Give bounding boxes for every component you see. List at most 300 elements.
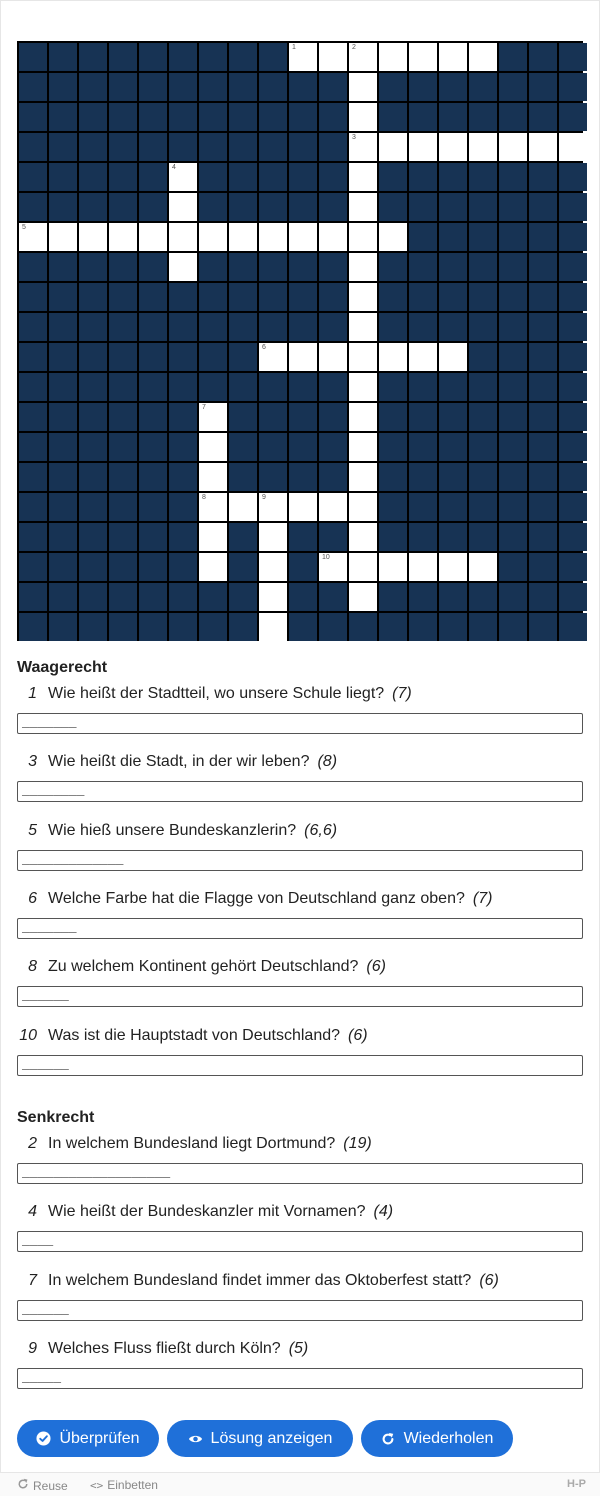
crossword-cell[interactable] xyxy=(169,193,197,221)
crossword-cell[interactable] xyxy=(349,193,377,221)
blocked-cell xyxy=(259,103,287,131)
blocked-cell xyxy=(469,73,497,101)
blocked-cell xyxy=(109,523,137,551)
blocked-cell xyxy=(559,43,587,71)
crossword-cell[interactable] xyxy=(349,163,377,191)
blocked-cell xyxy=(169,523,197,551)
blocked-cell xyxy=(409,163,437,191)
blocked-cell xyxy=(559,253,587,281)
blocked-cell xyxy=(499,343,527,371)
blocked-cell xyxy=(559,283,587,311)
clue-length: (6,6) xyxy=(304,822,338,839)
blocked-cell xyxy=(469,613,497,641)
blocked-cell xyxy=(469,433,497,461)
crossword-cell[interactable] xyxy=(319,553,347,581)
blocked-cell xyxy=(79,283,107,311)
blocked-cell xyxy=(199,283,227,311)
blocked-cell xyxy=(49,343,77,371)
blocked-cell xyxy=(529,43,557,71)
crossword-cell[interactable] xyxy=(379,43,407,71)
blocked-cell xyxy=(499,403,527,431)
clue-text: In welchem Bundesland findet immer das Oktoberfest statt? xyxy=(48,1272,472,1289)
answer-input[interactable]: ____ xyxy=(17,1231,583,1252)
blocked-cell xyxy=(289,163,317,191)
blocked-cell xyxy=(109,493,137,521)
blocked-cell xyxy=(529,223,557,251)
crossword-cell[interactable] xyxy=(379,133,407,161)
blocked-cell xyxy=(19,103,47,131)
blocked-cell xyxy=(319,583,347,611)
clue-number: 9 xyxy=(28,1340,37,1357)
crossword-cell[interactable] xyxy=(349,343,377,371)
blocked-cell xyxy=(259,373,287,401)
clue-across-1 xyxy=(17,683,583,734)
across-title: Waagerecht xyxy=(17,659,108,676)
blocked-cell xyxy=(169,103,197,131)
crossword-cell[interactable] xyxy=(109,223,137,251)
blocked-cell xyxy=(109,253,137,281)
blocked-cell xyxy=(229,103,257,131)
retry-button[interactable] xyxy=(361,1420,513,1457)
blocked-cell xyxy=(529,253,557,281)
blocked-cell xyxy=(49,253,77,281)
crossword-cell[interactable] xyxy=(319,493,347,521)
crossword-cell[interactable] xyxy=(349,73,377,101)
blocked-cell xyxy=(169,43,197,71)
blocked-cell xyxy=(139,583,167,611)
crossword-cell[interactable] xyxy=(259,553,287,581)
cell-number: 4 xyxy=(172,164,176,171)
blocked-cell xyxy=(229,463,257,491)
blocked-cell xyxy=(19,133,47,161)
blocked-cell xyxy=(469,283,497,311)
crossword-cell[interactable] xyxy=(229,223,257,251)
clue-text: Was ist die Hauptstadt von Deutschland? xyxy=(48,1027,341,1044)
blocked-cell xyxy=(199,583,227,611)
clue-across-8 xyxy=(17,956,583,1007)
crossword-cell[interactable] xyxy=(439,343,467,371)
blocked-cell xyxy=(259,133,287,161)
crossword-cell[interactable] xyxy=(499,133,527,161)
crossword-cell[interactable] xyxy=(319,223,347,251)
blocked-cell xyxy=(469,523,497,551)
crossword-cell[interactable] xyxy=(169,223,197,251)
blocked-cell xyxy=(529,433,557,461)
blocked-cell xyxy=(49,583,77,611)
crossword-cell[interactable] xyxy=(199,433,227,461)
blocked-cell xyxy=(559,403,587,431)
blocked-cell xyxy=(469,313,497,341)
crossword-cell[interactable] xyxy=(379,343,407,371)
blocked-cell xyxy=(49,103,77,131)
blocked-cell xyxy=(79,73,107,101)
blocked-cell xyxy=(259,313,287,341)
blocked-cell xyxy=(109,403,137,431)
blocked-cell xyxy=(289,583,317,611)
blocked-cell xyxy=(19,373,47,401)
blocked-cell xyxy=(109,193,137,221)
blocked-cell xyxy=(109,373,137,401)
blocked-cell xyxy=(559,313,587,341)
blocked-cell xyxy=(559,613,587,641)
crossword-cell[interactable] xyxy=(349,313,377,341)
blocked-cell xyxy=(529,73,557,101)
crossword-cell[interactable] xyxy=(409,133,437,161)
answer-input[interactable]: _____________ xyxy=(17,850,583,871)
blocked-cell xyxy=(109,73,137,101)
footer-bar xyxy=(0,1472,600,1496)
blocked-cell xyxy=(499,193,527,221)
blocked-cell xyxy=(499,43,527,71)
crossword-cell[interactable] xyxy=(349,493,377,521)
crossword-cell[interactable] xyxy=(379,553,407,581)
blocked-cell xyxy=(109,433,137,461)
blocked-cell xyxy=(259,193,287,221)
crossword-cell[interactable] xyxy=(349,223,377,251)
blocked-cell xyxy=(259,433,287,461)
crossword-cell[interactable] xyxy=(469,553,497,581)
clue-across-6 xyxy=(17,888,583,939)
blocked-cell xyxy=(19,43,47,71)
crossword-cell[interactable] xyxy=(319,43,347,71)
crossword-cell[interactable] xyxy=(229,493,257,521)
blocked-cell xyxy=(109,343,137,371)
blocked-cell xyxy=(289,103,317,131)
blocked-cell xyxy=(139,373,167,401)
clue-number: 8 xyxy=(28,958,37,975)
blocked-cell xyxy=(49,193,77,221)
check-button[interactable] xyxy=(17,1420,159,1457)
blocked-cell xyxy=(379,193,407,221)
crossword-cell[interactable] xyxy=(469,43,497,71)
blocked-cell xyxy=(289,433,317,461)
clue-text: Welches Fluss fließt durch Köln? xyxy=(48,1340,281,1357)
crossword-cell[interactable] xyxy=(139,223,167,251)
blocked-cell xyxy=(49,613,77,641)
blocked-cell xyxy=(409,313,437,341)
blocked-cell xyxy=(439,163,467,191)
blocked-cell xyxy=(79,523,107,551)
crossword-cell[interactable] xyxy=(559,133,587,161)
crossword-cell[interactable] xyxy=(409,43,437,71)
clue-number: 7 xyxy=(28,1272,37,1289)
blocked-cell xyxy=(199,313,227,341)
answer-input[interactable]: _______ xyxy=(17,713,583,734)
crossword-cell[interactable] xyxy=(169,253,197,281)
clue-number: 4 xyxy=(28,1203,37,1220)
blocked-cell xyxy=(529,283,557,311)
blocked-cell xyxy=(469,583,497,611)
blocked-cell xyxy=(319,193,347,221)
blocked-cell xyxy=(499,103,527,131)
blocked-cell xyxy=(439,193,467,221)
blocked-cell xyxy=(379,313,407,341)
crossword-cell[interactable] xyxy=(289,43,317,71)
blocked-cell xyxy=(169,403,197,431)
blocked-cell xyxy=(529,493,557,521)
blocked-cell xyxy=(199,373,227,401)
blocked-cell xyxy=(19,163,47,191)
blocked-cell xyxy=(79,43,107,71)
blocked-cell xyxy=(109,583,137,611)
blocked-cell xyxy=(139,313,167,341)
crossword-cell[interactable] xyxy=(349,523,377,551)
check-button-label: Überprüfen xyxy=(59,1429,140,1447)
crossword-cell[interactable] xyxy=(289,343,317,371)
clue-across-3 xyxy=(17,751,583,802)
blocked-cell xyxy=(259,403,287,431)
crossword-cell[interactable] xyxy=(19,223,47,251)
clue-length: (19) xyxy=(343,1135,372,1152)
blocked-cell xyxy=(79,433,107,461)
blocked-cell xyxy=(289,613,317,641)
blocked-cell xyxy=(199,253,227,281)
blocked-cell xyxy=(109,613,137,641)
crossword-cell[interactable] xyxy=(259,523,287,551)
crossword-cell[interactable] xyxy=(199,223,227,251)
crossword-cell[interactable] xyxy=(349,583,377,611)
blocked-cell xyxy=(199,43,227,71)
eye-icon xyxy=(188,1431,203,1446)
clue-across-10 xyxy=(17,1025,583,1076)
show-solution-button[interactable] xyxy=(167,1420,353,1457)
crossword-cell[interactable] xyxy=(349,463,377,491)
blocked-cell xyxy=(559,583,587,611)
crossword-cell[interactable] xyxy=(259,613,287,641)
crossword-cell[interactable] xyxy=(439,43,467,71)
blocked-cell xyxy=(409,583,437,611)
blocked-cell xyxy=(109,103,137,131)
blocked-cell xyxy=(259,163,287,191)
clue-length: (6) xyxy=(479,1272,499,1289)
crossword-cell[interactable] xyxy=(409,343,437,371)
crossword-cell[interactable] xyxy=(349,403,377,431)
blocked-cell xyxy=(19,403,47,431)
crossword-cell[interactable] xyxy=(259,493,287,521)
crossword-cell[interactable] xyxy=(349,283,377,311)
blocked-cell xyxy=(289,133,317,161)
blocked-cell xyxy=(559,553,587,581)
blocked-cell xyxy=(499,553,527,581)
clue-text: Wie hieß unsere Bundeskanzlerin? xyxy=(48,822,297,839)
blocked-cell xyxy=(499,163,527,191)
clue-text: Welche Farbe hat die Flagge von Deutschland ganz oben? xyxy=(48,890,465,907)
crossword-cell[interactable] xyxy=(199,463,227,491)
cell-number: 5 xyxy=(22,224,26,231)
crossword-cell[interactable] xyxy=(439,133,467,161)
blocked-cell xyxy=(289,313,317,341)
blocked-cell xyxy=(409,463,437,491)
blocked-cell xyxy=(79,343,107,371)
blocked-cell xyxy=(19,193,47,221)
crossword-cell[interactable] xyxy=(289,223,317,251)
crossword-cell[interactable] xyxy=(349,133,377,161)
blocked-cell xyxy=(559,163,587,191)
blocked-cell xyxy=(379,583,407,611)
crossword-cell[interactable] xyxy=(259,583,287,611)
blocked-cell xyxy=(79,253,107,281)
crossword-cell[interactable] xyxy=(259,343,287,371)
clue-length: (7) xyxy=(392,685,412,702)
crossword-cell[interactable] xyxy=(379,223,407,251)
blocked-cell xyxy=(139,613,167,641)
blocked-cell xyxy=(229,133,257,161)
blocked-cell xyxy=(529,523,557,551)
reuse-label: Reuse xyxy=(33,1478,68,1493)
blocked-cell xyxy=(109,283,137,311)
blocked-cell xyxy=(79,373,107,401)
crossword-cell[interactable] xyxy=(349,103,377,131)
blocked-cell xyxy=(169,493,197,521)
answer-input[interactable]: _______ xyxy=(17,918,583,939)
blocked-cell xyxy=(289,283,317,311)
blocked-cell xyxy=(139,553,167,581)
blocked-cell xyxy=(109,313,137,341)
answer-input[interactable]: ________ xyxy=(17,781,583,802)
blocked-cell xyxy=(439,403,467,431)
blocked-cell xyxy=(169,613,197,641)
crossword-cell[interactable] xyxy=(199,523,227,551)
crossword-cell[interactable] xyxy=(529,133,557,161)
cell-number: 1 xyxy=(292,44,296,51)
crossword-cell[interactable] xyxy=(349,553,377,581)
blocked-cell xyxy=(499,253,527,281)
clue-text: Wie heißt die Stadt, in der wir leben? xyxy=(48,753,310,770)
crossword-cell[interactable] xyxy=(169,163,197,191)
blocked-cell xyxy=(499,523,527,551)
crossword-cell[interactable] xyxy=(439,553,467,581)
blocked-cell xyxy=(499,73,527,101)
check-circle-icon xyxy=(36,1431,51,1446)
blocked-cell xyxy=(409,193,437,221)
blocked-cell xyxy=(139,43,167,71)
answer-input[interactable]: ___________________ xyxy=(17,1163,583,1184)
answer-input[interactable]: ______ xyxy=(17,1055,583,1076)
blocked-cell xyxy=(319,313,347,341)
blocked-cell xyxy=(319,163,347,191)
blocked-cell xyxy=(529,583,557,611)
embed-label: Einbetten xyxy=(107,1478,158,1492)
crossword-grid xyxy=(17,41,583,641)
blocked-cell xyxy=(259,253,287,281)
blocked-cell xyxy=(409,493,437,521)
crossword-cell[interactable] xyxy=(259,223,287,251)
blocked-cell xyxy=(79,493,107,521)
crossword-cell[interactable] xyxy=(409,553,437,581)
blocked-cell xyxy=(139,253,167,281)
blocked-cell xyxy=(79,583,107,611)
crossword-cell[interactable] xyxy=(199,493,227,521)
crossword-cell[interactable] xyxy=(349,433,377,461)
blocked-cell xyxy=(229,163,257,191)
blocked-cell xyxy=(439,253,467,281)
blocked-cell xyxy=(349,613,377,641)
crossword-cell[interactable] xyxy=(49,223,77,251)
blocked-cell xyxy=(199,163,227,191)
embed-link[interactable] xyxy=(90,1478,158,1492)
blocked-cell xyxy=(439,493,467,521)
blocked-cell xyxy=(229,403,257,431)
blocked-cell xyxy=(169,463,197,491)
blocked-cell xyxy=(49,283,77,311)
blocked-cell xyxy=(379,283,407,311)
blocked-cell xyxy=(169,583,197,611)
reuse-icon xyxy=(17,1478,29,1493)
answer-input[interactable]: _____ xyxy=(17,1368,583,1389)
clue-across-5 xyxy=(17,820,583,871)
clue-text: In welchem Bundesland liegt Dortmund? xyxy=(48,1135,336,1152)
crossword-cell[interactable] xyxy=(349,43,377,71)
blocked-cell xyxy=(469,103,497,131)
clue-length: (6) xyxy=(348,1027,368,1044)
blocked-cell xyxy=(439,463,467,491)
blocked-cell xyxy=(529,373,557,401)
blocked-cell xyxy=(439,523,467,551)
crossword-cell[interactable] xyxy=(199,403,227,431)
blocked-cell xyxy=(229,553,257,581)
blocked-cell xyxy=(559,73,587,101)
blocked-cell xyxy=(139,343,167,371)
crossword-cell[interactable] xyxy=(469,133,497,161)
crossword-cell[interactable] xyxy=(79,223,107,251)
blocked-cell xyxy=(469,493,497,521)
crossword-cell[interactable] xyxy=(349,373,377,401)
answer-input[interactable]: ______ xyxy=(17,986,583,1007)
blocked-cell xyxy=(169,133,197,161)
blocked-cell xyxy=(229,373,257,401)
blocked-cell xyxy=(259,73,287,101)
blocked-cell xyxy=(49,433,77,461)
blocked-cell xyxy=(529,463,557,491)
blocked-cell xyxy=(379,163,407,191)
blocked-cell xyxy=(169,433,197,461)
blocked-cell xyxy=(529,103,557,131)
blocked-cell xyxy=(199,73,227,101)
blocked-cell xyxy=(109,463,137,491)
crossword-cell[interactable] xyxy=(319,343,347,371)
blocked-cell xyxy=(409,73,437,101)
blocked-cell xyxy=(469,343,497,371)
blocked-cell xyxy=(229,433,257,461)
blocked-cell xyxy=(49,313,77,341)
blocked-cell xyxy=(19,313,47,341)
blocked-cell xyxy=(79,613,107,641)
crossword-cell[interactable] xyxy=(289,493,317,521)
blocked-cell xyxy=(19,433,47,461)
blocked-cell xyxy=(79,163,107,191)
blocked-cell xyxy=(319,433,347,461)
reuse-link[interactable] xyxy=(17,1478,68,1493)
clue-number: 3 xyxy=(28,753,37,770)
blocked-cell xyxy=(169,343,197,371)
blocked-cell xyxy=(289,373,317,401)
blocked-cell xyxy=(379,253,407,281)
crossword-cell[interactable] xyxy=(349,253,377,281)
blocked-cell xyxy=(469,403,497,431)
crossword-cell[interactable] xyxy=(199,553,227,581)
blocked-cell xyxy=(139,523,167,551)
blocked-cell xyxy=(259,43,287,71)
cell-number: 10 xyxy=(322,554,330,561)
blocked-cell xyxy=(19,73,47,101)
blocked-cell xyxy=(379,463,407,491)
blocked-cell xyxy=(229,613,257,641)
blocked-cell xyxy=(319,403,347,431)
blocked-cell xyxy=(229,193,257,221)
blocked-cell xyxy=(49,43,77,71)
answer-input[interactable]: ______ xyxy=(17,1300,583,1321)
blocked-cell xyxy=(289,403,317,431)
